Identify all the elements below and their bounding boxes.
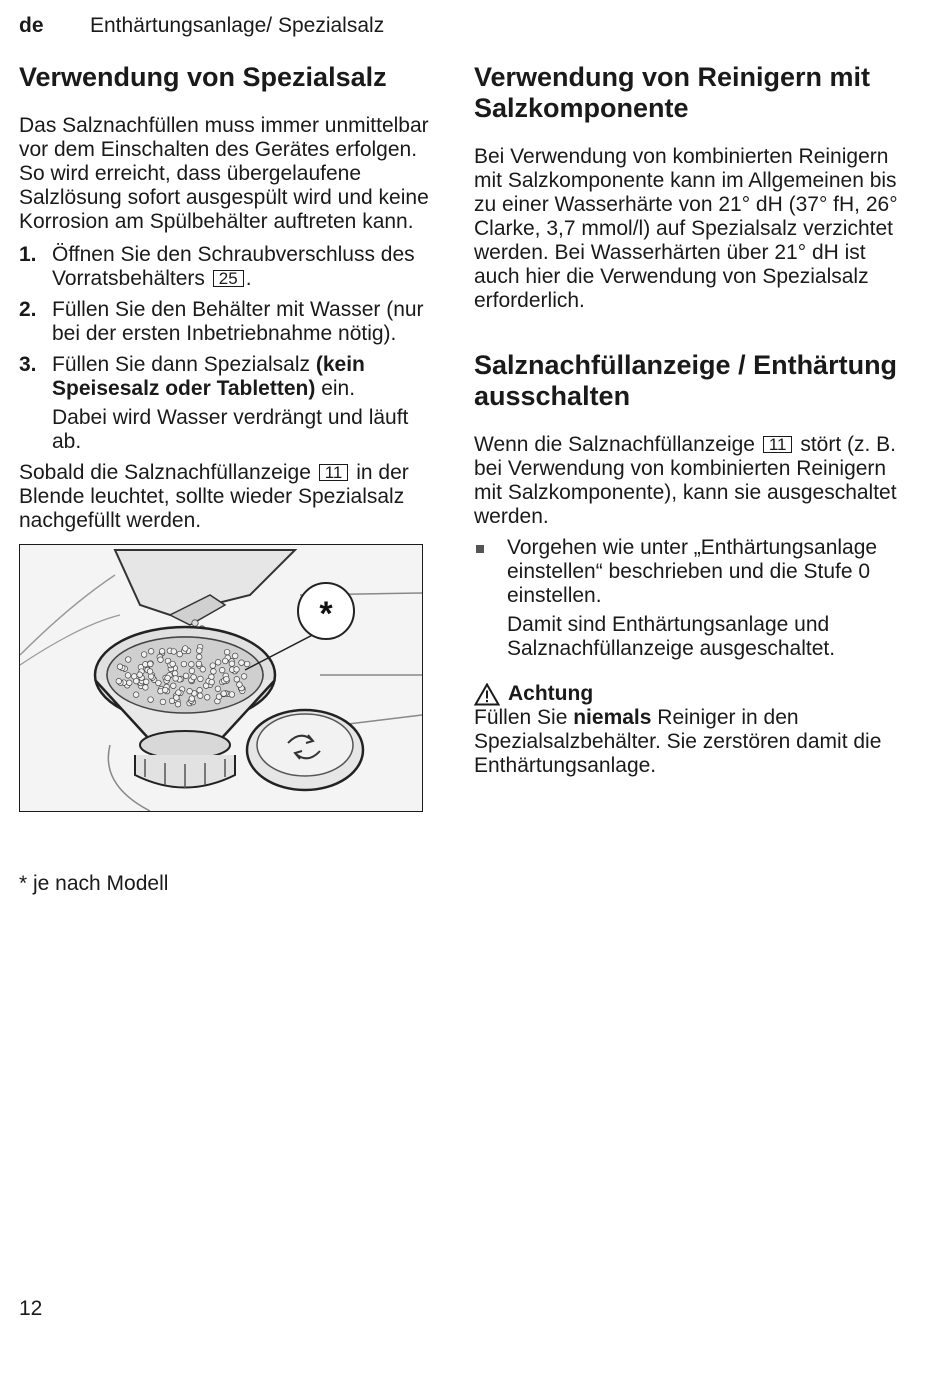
heading-special-salt: Verwendung von Spezialsalz — [19, 62, 387, 92]
reference-box: 11 — [763, 436, 793, 453]
illustration-svg — [20, 545, 422, 811]
page-number: 12 — [19, 1297, 43, 1320]
warning-emphasis: niemals — [573, 706, 652, 729]
step-text: Füllen Sie dann Spezialsalz — [52, 353, 310, 376]
language-code: de — [19, 14, 44, 37]
indicator-text-start: Wenn die Salznachfüllanzeige — [474, 433, 755, 456]
refill-paragraph — [19, 461, 434, 533]
steps-list — [19, 243, 434, 454]
square-bullet-icon — [476, 545, 484, 553]
salt-refill-illustration — [19, 544, 423, 812]
list-item — [19, 298, 434, 346]
right-column — [474, 62, 904, 778]
figure-caption: * je nach Modell — [19, 872, 169, 895]
list-item — [19, 353, 434, 454]
bullet-note: Damit sind Enthärtungsanlage und Salznachfüllanzeige ausgeschaltet. — [507, 613, 836, 660]
combined-cleaners-paragraph: Bei Verwendung von kombinierten Reinigern mit Salzkomponente kann im Allgemeinen bis zu einer Wasserhärte von 21° dH (37° fH, 26° Clarke, 3,7 mmol/l) auf Spezialsalz verzichtet werden. Bei Wasserhärten über 21° dH ist auch hier die Verwendung von Spezialsalz erforderlich. — [474, 145, 898, 312]
left-column — [19, 62, 434, 812]
warning-triangle-icon — [474, 683, 500, 706]
refill-text-start: Sobald die Salznachfüllanzeige — [19, 461, 311, 484]
step-punct: . — [245, 267, 252, 290]
intro-paragraph: Das Salznachfüllen muss immer unmittelbar vor dem Einschalten des Gerätes erfolgen. So wird erreicht, dass übergelaufene Salzlösung sofort ausgespült wird und keine Korrosion am Spülbehälter auftreten kann. — [19, 114, 429, 233]
step-text: Öffnen Sie den Schraubverschluss des Vorratsbehälters — [52, 243, 415, 290]
warning-text-start: Füllen Sie — [474, 706, 568, 729]
step-note: Dabei wird Wasser verdrängt und läuft ab. — [52, 406, 409, 453]
heading-refill-indicator: Salznachfüllanzeige / Enthärtung ausschalten — [474, 350, 898, 411]
step-number: 3. — [19, 353, 37, 376]
warning-title: Achtung — [508, 682, 594, 705]
step-number: 2. — [19, 298, 37, 321]
warning-text — [474, 706, 904, 778]
warning-heading — [474, 682, 904, 706]
heading-combined-cleaners: Verwendung von Reinigern mit Salzkomponente — [474, 62, 871, 123]
refill-text-end: in der Blende leuchtet, sollte wieder Spezialsalz nachgefüllt werden. — [19, 461, 409, 532]
step-text: Füllen Sie den Behälter mit Wasser (nur bei der ersten Inbetriebnahme nötig). — [52, 298, 424, 345]
indicator-text-end: stört (z. B. bei Verwendung von kombinierten Reinigern mit Salzkomponente), kann sie ausgeschaltet werden. — [474, 433, 897, 528]
reference-box: 25 — [213, 270, 244, 287]
refill-indicator-paragraph — [474, 433, 904, 529]
bullet-text: Vorgehen wie unter „Enthärtungsanlage einstellen“ beschrieben und die Stufe 0 einstellen. — [507, 536, 878, 607]
step-bold-text: (kein Speisesalz oder Tabletten) — [52, 353, 365, 400]
asterisk-label: * — [319, 595, 333, 633]
list-item — [19, 243, 434, 291]
step-text-end: ein. — [315, 377, 356, 400]
page-header — [19, 14, 384, 38]
list-item — [474, 536, 904, 661]
warning-text-end: Reiniger in den Spezialsalzbehälter. Sie zerstören damit die Enthärtungsanlage. — [474, 706, 882, 777]
reference-box: 11 — [319, 464, 349, 481]
step-number: 1. — [19, 243, 37, 266]
section-title: Enthärtungsanlage/ Spezialsalz — [90, 14, 385, 37]
